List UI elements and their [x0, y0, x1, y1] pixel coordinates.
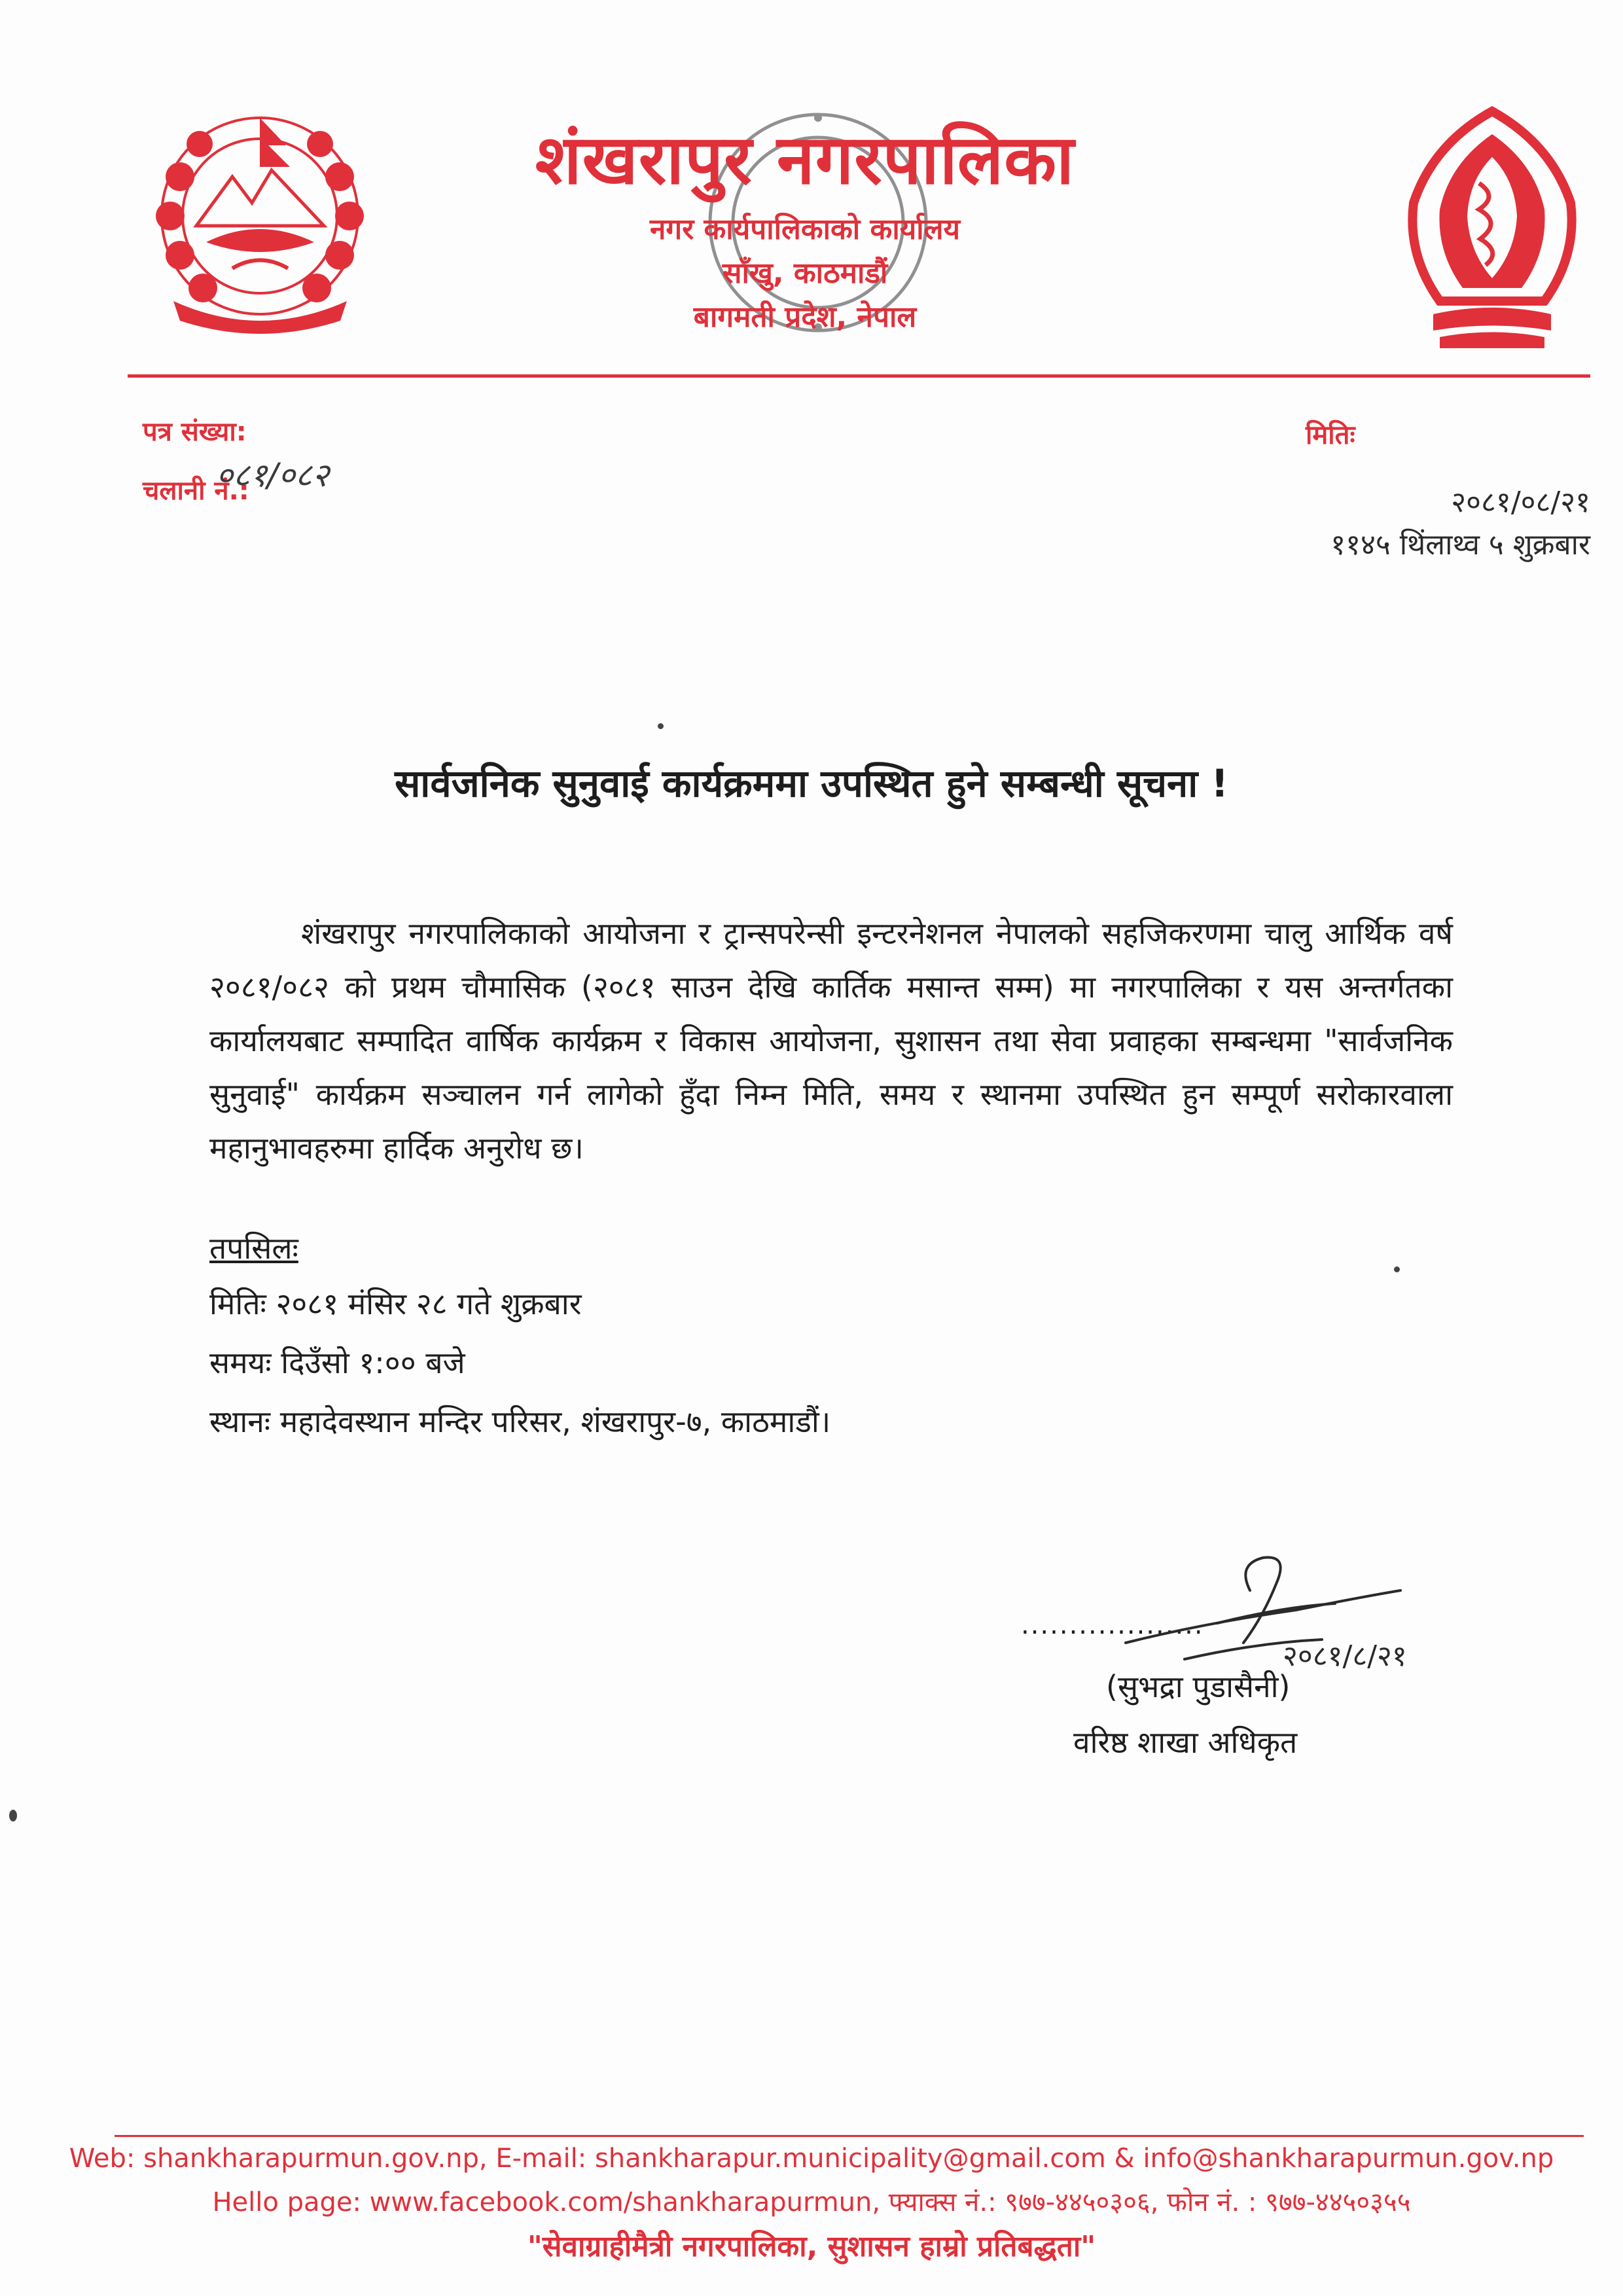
date-label: मितिः	[1306, 420, 1355, 450]
notice-title: सार्वजनिक सुनुवाई कार्यक्रममा उपस्थित हुने सम्बन्धी सूचना !	[395, 761, 1228, 806]
signatory-name: (सुभद्रा पुडासैनी)	[1106, 1669, 1291, 1704]
handwritten-date: २०८१/८/२१	[1283, 1640, 1407, 1673]
speck-mark	[658, 723, 664, 729]
schedule-time: समयः दिउँसो १:०० बजे	[209, 1345, 465, 1380]
footer-divider	[115, 2135, 1584, 2137]
speck-mark	[1394, 1266, 1400, 1272]
signature-line: ...................	[1021, 1610, 1204, 1640]
conch-shell-emblem-icon	[1394, 105, 1590, 353]
schedule-place: स्थानः महादेवस्थान मन्दिर परिसर, शंखरापुर-७, काठमाडौं।	[209, 1404, 831, 1439]
office-location: साँखु, काठमाडौं	[722, 257, 888, 290]
letter-number-label: पत्र संख्या:	[143, 417, 247, 447]
dispatch-number: ०८१/०८२	[216, 456, 329, 494]
municipality-name: शंखरापुर नगरपालिका	[535, 120, 1075, 200]
office-province: बागमती प्रदेश, नेपाल	[693, 300, 917, 334]
nepal-government-emblem-icon	[134, 105, 386, 344]
dispatch-number-label: चलानी नं.:	[143, 476, 249, 506]
footer-contact: Hello page: www.facebook.com/shankharapurmun, फ्याक्स नं.: ९७७-४४५०३०६, फोन नं. : ९७७-४४५०३५५	[212, 2187, 1411, 2217]
schedule-date: मितिः २०८१ मंसिर २८ गते शुक्रबार	[209, 1286, 582, 1321]
header-divider	[128, 374, 1590, 378]
notice-body: शंखरापुर नगरपालिकाको आयोजना र ट्रान्सपरेन्सी इन्टरनेशनल नेपालको सहजिकरणमा चालु आर्थिक वर्ष २०८१/०८२ को प्रथम चौमासिक (२०८१ साउन देखि कार्तिक मसान्त सम्म) मा नगरपालिका र यस अन्तर्गतका कार्यालयबाट सम्पादित वार्षिक कार्यक्रम र विकास आयोजना, सुशासन तथा सेवा प्रवाहका सम्बन्धमा "सार्वजनिक सुनुवाई" कार्यक्रम सञ्चालन गर्न लागेको हुँदा निम्न मिति, समय र स्थानमा उपस्थित हुन सम्पूर्ण सरोकारवाला महानुभावहरुमा हार्दिक अनुरोध छ।	[209, 916, 1453, 1166]
footer-web-email: Web: shankharapurmun.gov.np, E-mail: shankharapur.municipality@gmail.com & info@shankharapurmun.gov.np	[69, 2144, 1554, 2174]
date-nepal-sambat: ११४५ थिंलाथ्व ५ शुक्रबार	[1330, 528, 1590, 562]
footer-tagline: "सेवाग्राहीमैत्री नगरपालिका, सुशासन हाम्रो प्रतिबद्धता"	[527, 2230, 1096, 2263]
schedule-heading: तपसिलः	[209, 1230, 298, 1266]
speck-mark	[9, 1810, 17, 1821]
signatory-title: वरिष्ठ शाखा अधिकृत	[1073, 1725, 1298, 1760]
office-name: नगर कार्यपालिकाको कार्यालय	[650, 213, 960, 246]
date-bs: २०८१/०८/२१	[1451, 486, 1590, 519]
